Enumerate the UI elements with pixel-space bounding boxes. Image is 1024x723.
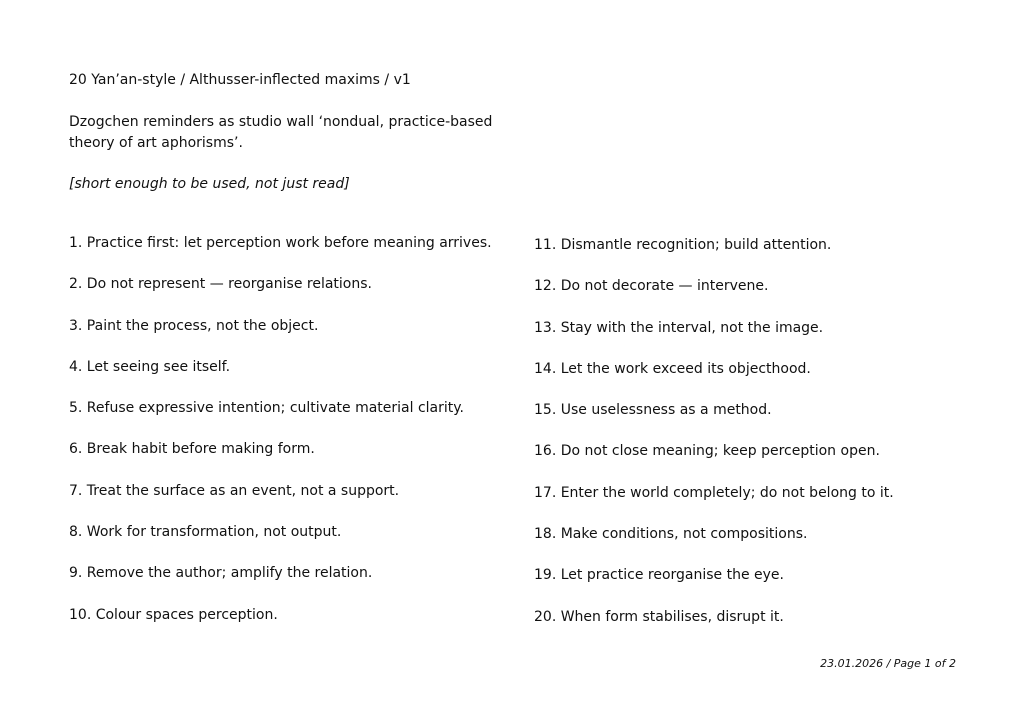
maxim-item: 7. Treat the surface as an event, not a support. (69, 482, 400, 499)
maxim-item: 1. Practice first: let perception work before meaning arrives. (69, 235, 492, 251)
maxim-item: 4. Let seeing see itself. (69, 358, 231, 375)
italic-note: [short enough to be used, not just read] (69, 176, 350, 192)
maxim-item: 18. Make conditions, not compositions. (534, 526, 808, 543)
maxim-item: 15. Use uselessness as a method. (534, 402, 772, 419)
maxim-item: 2. Do not represent — reorganise relations. (69, 276, 372, 293)
maxim-item: 14. Let the work exceed its objecthood. (534, 360, 811, 377)
maxim-item: 8. Work for transformation, not output. (69, 524, 342, 541)
maxim-item: 12. Do not decorate — intervene. (534, 278, 769, 295)
page-footer: 23.01.2026 / Page 1 of 2 (820, 657, 956, 670)
intro-paragraph: Dzogchen reminders as studio wall ‘nondual, practice-based theory of art aphorisms’. (69, 114, 493, 151)
maxim-item: 11. Dismantle recognition; build attention. (534, 237, 832, 253)
maxims-list-left (69, 233, 492, 646)
maxim-item: 19. Let practice reorganise the eye. (534, 567, 784, 584)
maxim-item: 13. Stay with the interval, not the image. (534, 319, 824, 336)
document-title: 20 Yan’an-style / Althusser-inflected maxims / v1 (69, 72, 411, 88)
maxim-item: 6. Break habit before making form. (69, 441, 315, 458)
maxim-item: 9. Remove the author; amplify the relation. (69, 565, 373, 582)
maxim-item: 5. Refuse expressive intention; cultivate material clarity. (69, 400, 465, 417)
maxim-item: 16. Do not close meaning; keep perception open. (534, 443, 880, 460)
maxim-item: 17. Enter the world completely; do not belong to it. (534, 484, 894, 501)
maxim-item: 10. Colour spaces perception. (69, 606, 278, 623)
maxims-list-right (534, 235, 894, 648)
maxim-item: 3. Paint the process, not the object. (69, 317, 319, 334)
maxim-item: 20. When form stabilises, disrupt it. (534, 608, 784, 625)
